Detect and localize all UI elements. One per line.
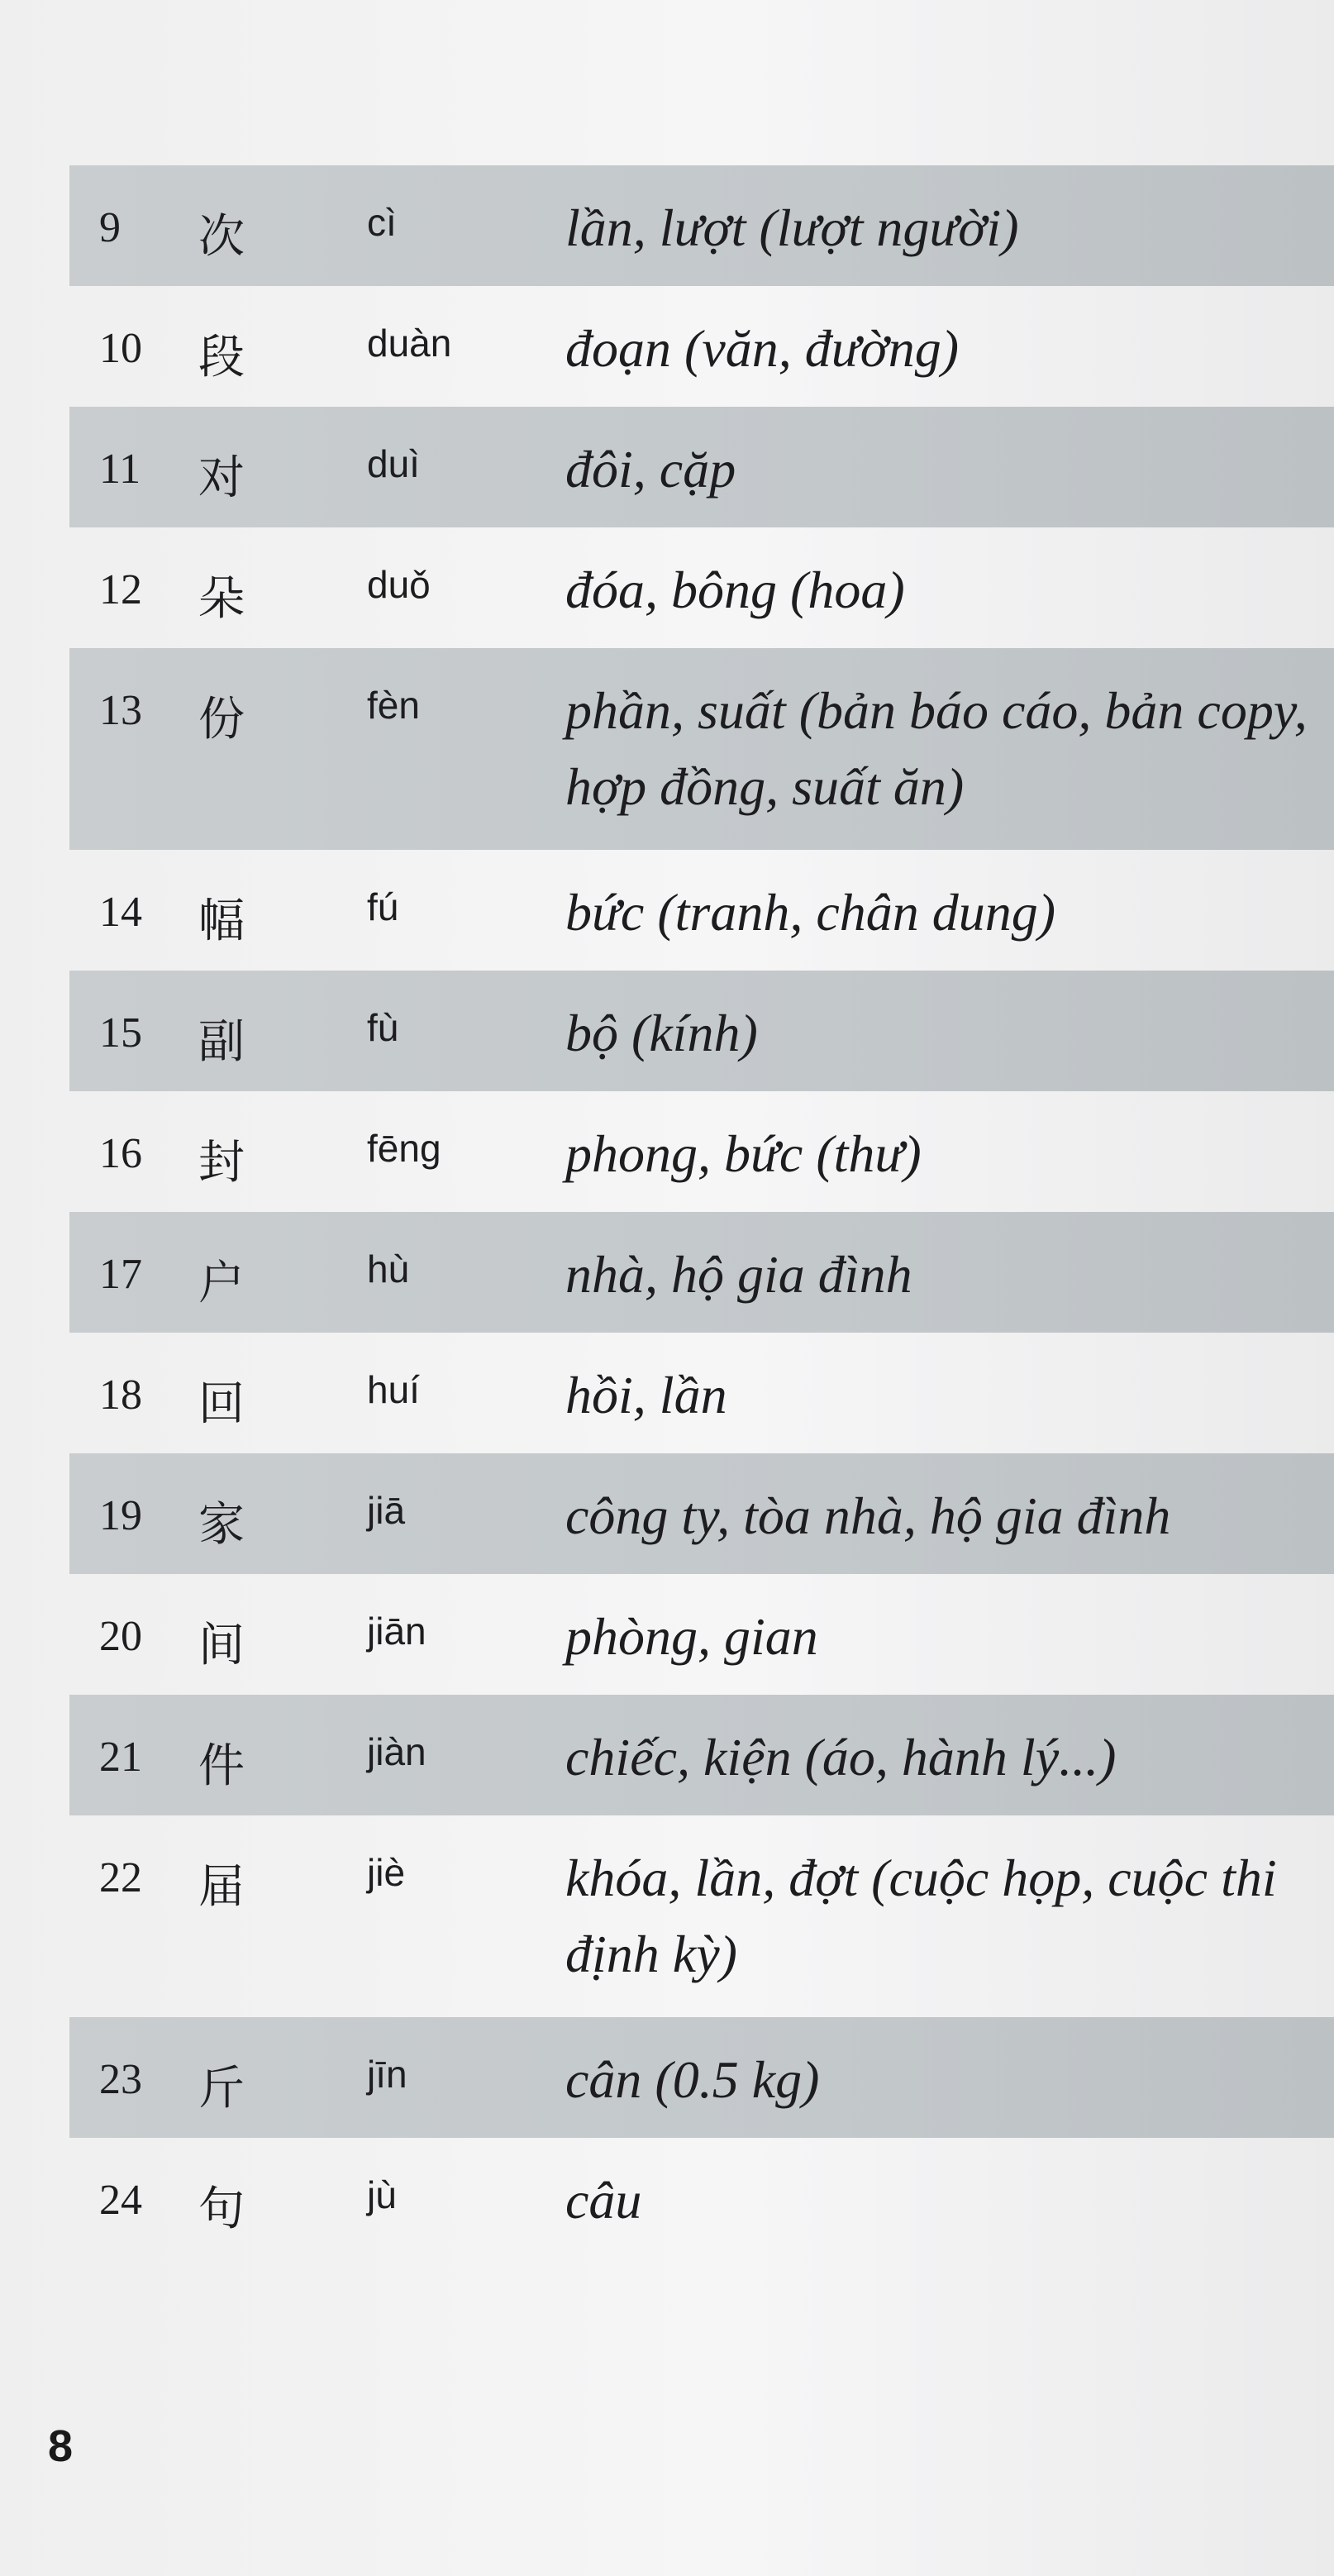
vietnamese-meaning: phần, suất (bản báo cáo, bản copy, hợp đồng, suất ăn) [565,681,1308,816]
vietnamese-meaning: câu [565,2171,642,2230]
table-row [69,165,1334,286]
chinese-character: 家 [198,1498,245,1552]
page-number: 8 [48,2421,74,2471]
measure-word-table [69,165,1334,2259]
vietnamese-meaning: khóa, lần, đợt (cuộc họp, cuộc thi định kỳ) [565,1849,1277,1983]
vietnamese-meaning: phong, bức (thư) [565,1124,922,1183]
row-number: 19 [99,1492,142,1539]
pinyin: fēng [367,1127,441,1170]
vietnamese-meaning: đôi, cặp [565,440,736,499]
chinese-character: 对 [198,451,245,505]
vietnamese-meaning: đoạn (văn, đường) [565,319,960,378]
pinyin: jiè [367,1851,406,1894]
pinyin: jù [367,2173,397,2216]
chinese-character: 回 [198,1377,245,1431]
row-number: 12 [99,566,142,613]
row-number: 14 [99,889,142,936]
vietnamese-meaning: hồi, lần [565,1366,727,1424]
pinyin: jiàn [367,1730,426,1773]
pinyin: duǒ [367,563,431,606]
chinese-character: 间 [198,1619,245,1672]
chinese-character: 封 [198,1136,245,1190]
vietnamese-meaning: chiếc, kiện (áo, hành lý...) [565,1728,1117,1787]
vietnamese-meaning: bức (tranh, chân dung) [565,883,1056,942]
chinese-character: 句 [198,2182,245,2236]
row-number: 10 [99,325,142,372]
pinyin: cì [367,201,397,244]
pinyin: fú [367,885,399,928]
row-number: 16 [99,1130,142,1177]
chinese-character: 届 [198,1860,245,1914]
table-row [69,1453,1334,1574]
table-row [69,2017,1334,2138]
table-row [69,648,1334,850]
chinese-character: 户 [198,1257,245,1310]
vietnamese-meaning: phòng, gian [565,1607,818,1666]
row-number: 23 [99,2056,142,2103]
chinese-character: 幅 [198,894,245,948]
pinyin: duì [367,442,420,485]
vietnamese-meaning: công ty, tòa nhà, hộ gia đình [565,1486,1171,1545]
row-number: 11 [99,446,141,493]
row-number: 22 [99,1854,142,1901]
chinese-character: 段 [198,331,245,384]
chinese-character: 斤 [198,2062,245,2116]
table-row [69,1091,1334,1212]
table-row [69,527,1334,648]
pinyin: jīn [367,2053,407,2096]
table-row [69,1333,1334,1453]
pinyin: hù [367,1247,410,1290]
chinese-character: 份 [198,693,245,747]
row-number: 24 [99,2177,142,2224]
chinese-character: 朵 [198,572,245,626]
vietnamese-meaning: bộ (kính) [565,1004,758,1062]
row-number: 15 [99,1009,142,1057]
vietnamese-meaning: lần, lượt (lượt người) [565,198,1019,257]
chinese-character: 件 [198,1739,245,1793]
pinyin: fèn [367,684,420,727]
pinyin: duàn [367,322,452,365]
row-number: 21 [99,1734,142,1781]
pinyin: jiān [367,1610,426,1653]
row-number: 18 [99,1371,142,1419]
vietnamese-meaning: nhà, hộ gia đình [565,1245,912,1304]
table-row [69,407,1334,527]
pinyin: fù [367,1006,399,1049]
chinese-character: 副 [198,1015,245,1069]
row-number: 20 [99,1613,142,1660]
vietnamese-meaning: đóa, bông (hoa) [565,561,905,619]
table-row [69,1212,1334,1333]
table-row [69,971,1334,1091]
table-row [69,850,1334,971]
table-row [69,1695,1334,1815]
row-number: 17 [99,1251,142,1298]
table-row [69,2138,1334,2259]
vietnamese-meaning: cân (0.5 kg) [565,2050,820,2109]
row-number: 13 [99,687,142,734]
pinyin: huí [367,1368,420,1411]
row-number: 9 [99,204,121,251]
table-row [69,1574,1334,1695]
pinyin: jiā [367,1489,406,1532]
chinese-character: 次 [198,210,245,264]
table-row [69,286,1334,407]
table-row [69,1815,1334,2017]
